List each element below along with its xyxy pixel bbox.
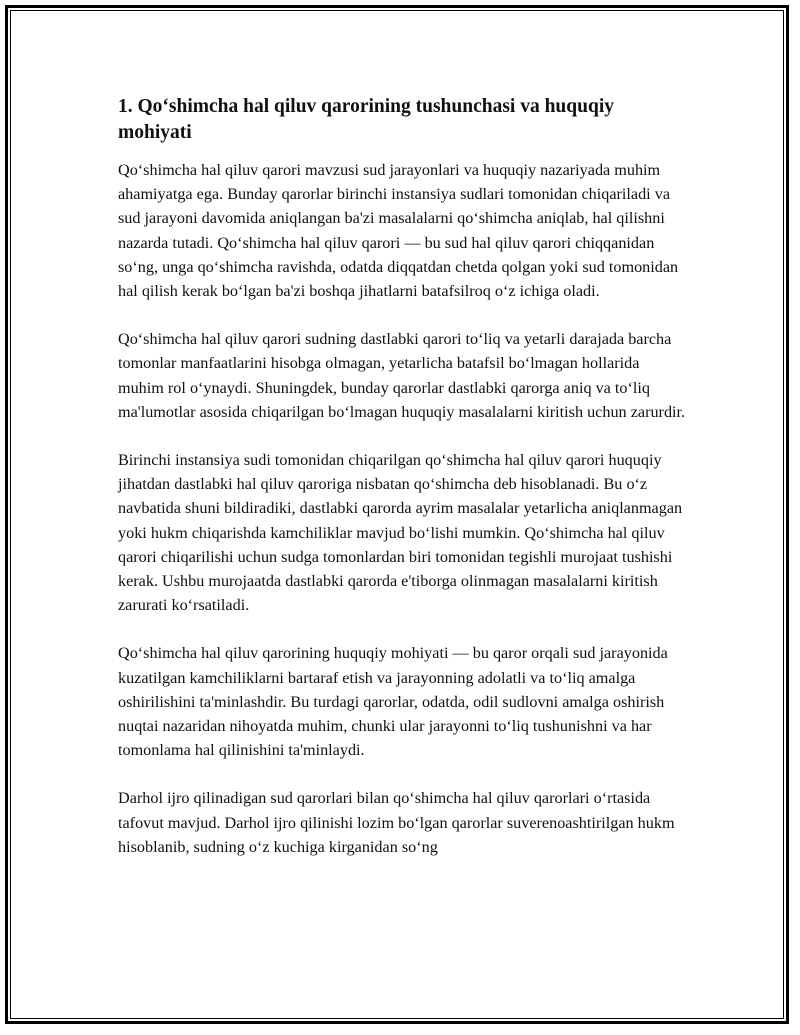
paragraph-5: Darhol ijro qilinadigan sud qarorlari bilan qo‘shimcha hal qiluv qarorlari o‘rtasida tafovut mavjud. Darhol ijro qilinishi lozim bo‘lgan qarorlar suverenoashtirilgan hukm hisoblanib, sudning o‘z kuchiga kirganidan so‘ng (118, 789, 675, 856)
paragraph-2: Qo‘shimcha hal qiluv qarori sudning dastlabki qarori to‘liq va yetarli darajada barcha tomonlar manfaatlarini hisobga olmagan, yetarlicha batafsil bo‘lmagan hollarida muhim rol o‘ynaydi. Shuningdek, bunday qarorlar dastlabki qarorga aniq va to‘liq ma'lumotlar asosida chiqarilgan bo‘lmagan huquqiy masalalarni kiritish uchun zarurdir. (118, 330, 686, 421)
paragraph-3: Birinchi instansiya sudi tomonidan chiqarilgan qo‘shimcha hal qiluv qarori huquqiy jihatdan dastlabki hal qiluv qaroriga nisbatan qo‘shimcha deb hisoblanadi. Bu o‘z navbatida shuni bildiradiki, dastlabki qarorda ayrim masalalar yetarlicha aniqlanmagan yoki hukm chiqarishda kamchiliklar mavjud bo‘lishi mumkin. Qo‘shimcha hal qiluv qarori chiqarilishi uchun sudga tomonlardan biri tomonidan tegishli murojaat tushishi kerak. Ushbu murojaatda dastlabki qarorda e'tiborga olinmagan masalalarni kiritish zarurati ko‘rsatiladi. (118, 451, 683, 615)
paragraph-4: Qo‘shimcha hal qiluv qarorining huquqiy mohiyati — bu qaror orqali sud jarayonida kuzatilgan kamchiliklarni bartaraf etish va jarayonning adolatli va to‘liq amalga oshirilishini ta'minlashdir. Bu turdagi qarorlar, odatda, odil sudlovni amalga oshirish nuqtai nazaridan nihoyatda muhim, chunki ular jarayonni to‘liq tushunishni va har tomonlama hal qilinishini ta'minlaydi. (118, 644, 668, 760)
section-heading: 1. Qo‘shimcha hal qiluv qarorining tushunchasi va huquqiy mohiyati (118, 96, 614, 143)
document-body (118, 94, 688, 883)
paragraph-1: Qo‘shimcha hal qiluv qarori mavzusi sud jarayonlari va huquqiy nazariyada muhim ahamiyatga ega. Bunday qarorlar birinchi instansiya sudlari tomonidan chiqariladi va sud jarayoni davomida aniqlangan ba'zi masalalarni qo‘shimcha aniqlab, hal qilishni nazarda tutadi. Qo‘shimcha hal qiluv qarori — bu sud hal qiluv qarori chiqqanidan so‘ng, unga qo‘shimcha ravishda, odatda diqqatdan chetda qolgan yoki sud tomonidan hal qilish kerak bo‘lgan ba'zi boshqa jihatlarni batafsilroq o‘z ichiga oladi. (118, 161, 679, 301)
